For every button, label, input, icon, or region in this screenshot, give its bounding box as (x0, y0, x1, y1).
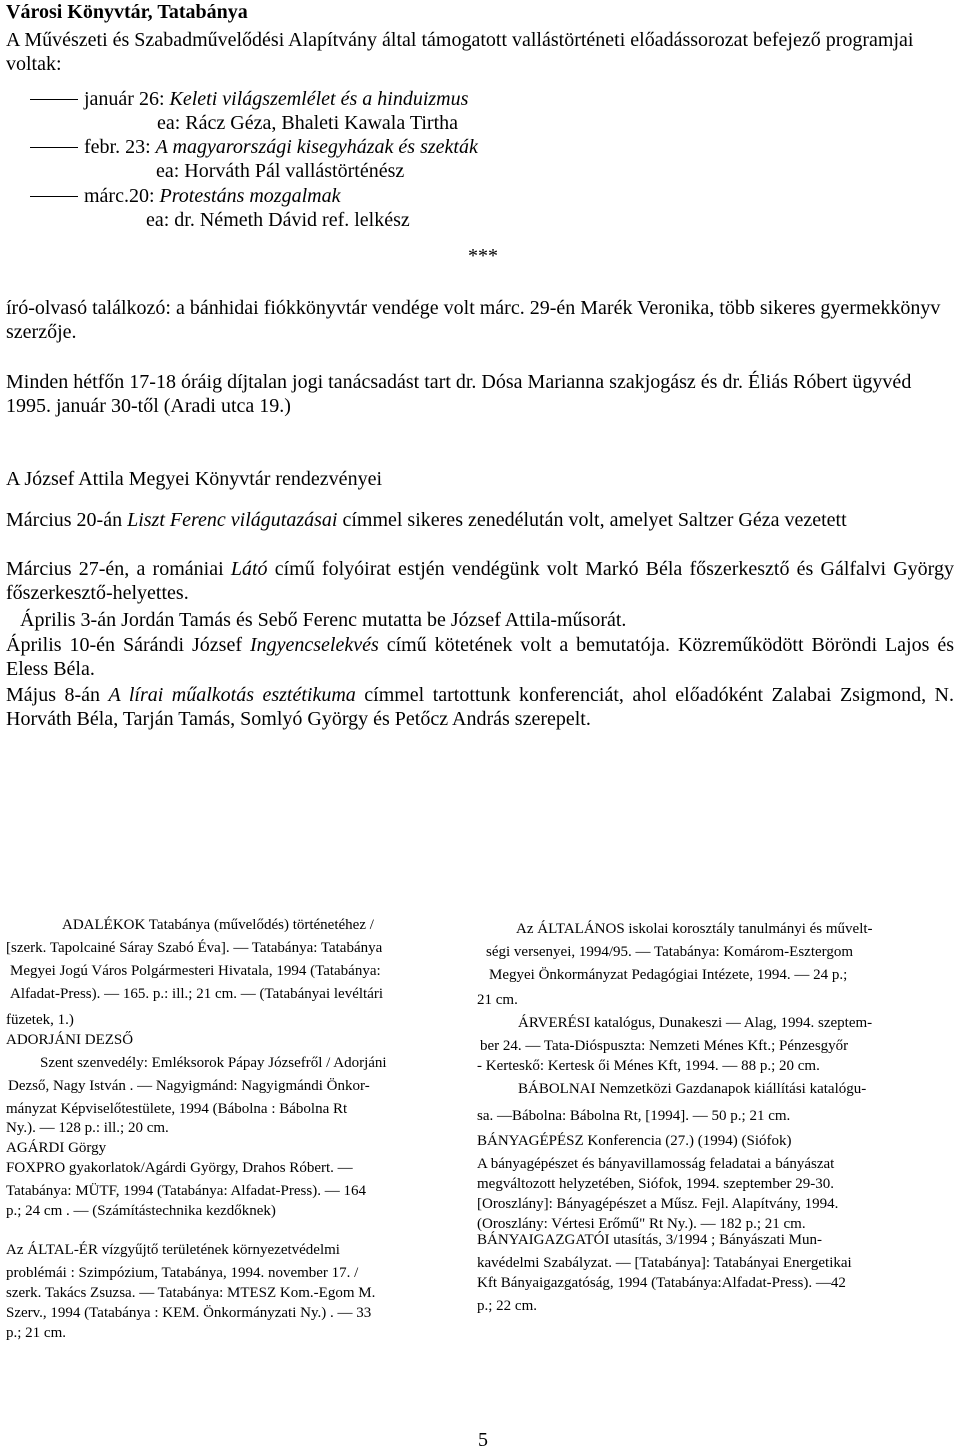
bib-line: A bányagépészet és bányavillamosság feladatai a bányászat (477, 1156, 835, 1172)
lecture-date: febr. 23: (84, 136, 156, 158)
bib-line: füzetek, 1.) (6, 1012, 74, 1028)
bib-line: Szent szenvedély: Emléksorok Pápay Józsefről / Adorjáni (40, 1055, 387, 1071)
bib-line: BÁNYAGÉPÉSZ Konferencia (27.) (1994) (Siófok) (477, 1133, 792, 1149)
bib-line: ségi versenyei, 1994/95. — Tatabánya: Komárom-Esztergom (486, 944, 854, 960)
event-title: Liszt Ferenc világutazásai (127, 509, 338, 531)
dash-rule (30, 147, 78, 148)
bib-line: BÁNYAIGAZGATÓI utasítás, 3/1994 ; Bányászati Mun- (477, 1232, 822, 1248)
bib-line: Dezső, Nagy István . — Nagyigmánd: Nagyigmándi Önkor- (8, 1078, 370, 1094)
bib-line: BÁBOLNAI Nemzetközi Gazdanapok kiállítási katalógu- (518, 1081, 867, 1097)
county-heading: A József Attila Megyei Könyvtár rendezvényei (6, 468, 382, 490)
lecture-item (30, 135, 478, 159)
meeting-paragraph: író-olvasó találkozó: a bánhidai fiókkönyvtár vendége volt márc. 29-én Marék Veronika, több sikeres gyermekkönyv szerzője. (6, 297, 941, 343)
event-text: címmel tartottunk konferenciát, ahol előadóként Zalabai Zsigmond, N. Horváth Béla, Tarján Tamás, Somlyó György és Petőcz András szerepelt. (6, 684, 954, 730)
bib-line: problémái : Szimpózium, Tatabánya, 1994. november 17. / (6, 1265, 359, 1281)
bib-line: Az ÁLTAL-ÉR vízgyűjtő területének környezetvédelmi (6, 1242, 340, 1258)
lecture-item (30, 184, 340, 208)
bib-line: ÁRVERÉSI katalógus, Dunakeszi — Alag, 1994. szeptem- (518, 1015, 873, 1031)
bib-line: [szerk. Tapolcainé Sáray Szabó Éva]. — Tatabánya: Tatabánya (6, 940, 383, 956)
bib-line: p.; 21 cm. (6, 1325, 66, 1341)
lecture-speaker: ea: Rácz Géza, Bhaleti Kawala Tirtha (157, 112, 458, 134)
section-separator: *** (468, 245, 498, 267)
event-title: Ingyencselekvés (249, 634, 379, 656)
bib-line: Az ÁLTALÁNOS iskolai korosztály tanulmányi és művelt- (516, 921, 873, 937)
event-title: Látó (230, 558, 268, 580)
page-title: Városi Könyvtár, Tatabánya (6, 1, 248, 23)
bib-line: Megyei Jogú Város Polgármesteri Hivatala, 1994 (Tatabánya: (10, 963, 381, 979)
bib-line: megváltozott helyzetében, Siófok, 1994. szeptember 29-30. (477, 1176, 834, 1192)
lecture-topic: Protestáns mozgalmak (159, 185, 341, 207)
bib-line: FOXPRO gyakorlatok/Agárdi György, Drahos Róbert. — (6, 1160, 353, 1176)
event-text: címmel sikeres zenedélután volt, amelyet Saltzer Géza vezetett (337, 509, 847, 531)
dash-rule (30, 99, 78, 100)
bib-line: AGÁRDI Görgy (6, 1140, 107, 1156)
bib-line: [Oroszlány]: Bányagépészet a Műsz. Fejl. Alapítvány, 1994. (477, 1196, 839, 1212)
legal-paragraph: Minden hétfőn 17-18 óráig díjtalan jogi tanácsadást tart dr. Dósa Marianna szakjogász és dr. Éliás Róbert ügyvéd 1995. január 30-től (Aradi utca 19.) (6, 371, 912, 417)
event-title: A lírai műalkotás esztétikuma (108, 684, 356, 706)
intro-paragraph: A Művészeti és Szabadművelődési Alapítvány által támogatott vallástörténeti előadássorozat befejező programjai voltak: (6, 29, 914, 75)
bib-line: mányzat Képviselőtestülete, 1994 (Bábolna : Bábolna Rt (6, 1101, 348, 1117)
event-text: Május 8-án (6, 684, 109, 706)
lecture-speaker: ea: dr. Németh Dávid ref. lelkész (146, 209, 410, 231)
bib-line: sa. —Bábolna: Bábolna Rt, [1994]. — 50 p.; 21 cm. (477, 1108, 791, 1124)
bib-line: Ny.). — 128 p.: ill.; 20 cm. (6, 1120, 169, 1136)
event-text: Április 10-én Sárándi József (6, 634, 250, 656)
county-event (6, 508, 954, 532)
county-event (6, 633, 954, 681)
dash-rule (30, 196, 78, 197)
bib-line: Kft Bányaigazgatóság, 1994 (Tatabánya:Alfadat-Press). —42 (477, 1275, 846, 1291)
bib-line: ber 24. — Tata-Dióspuszta: Nemzeti Ménes Kft.; Pénzesgyőr (480, 1038, 849, 1054)
bib-line: Alfadat-Press). — 165. p.: ill.; 21 cm. — (Tatabányai levéltári (10, 986, 384, 1002)
county-event: Április 3-án Jordán Tamás és Sebő Ferenc mutatta be József Attila-műsorát. (20, 609, 627, 631)
bib-line: 21 cm. (477, 992, 518, 1008)
bib-line: p.; 22 cm. (477, 1298, 537, 1314)
event-text: Március 20-án (6, 509, 128, 531)
page-number: 5 (478, 1429, 488, 1451)
bib-line: ADORJÁNI DEZSŐ (6, 1032, 134, 1048)
lecture-topic: Keleti világszemlélet és a hinduizmus (169, 88, 469, 110)
lecture-date: január 26: (84, 88, 170, 110)
lecture-item (30, 87, 468, 111)
bib-line: Tatabánya: MÜTF, 1994 (Tatabánya: Alfadat-Press). — 164 (6, 1183, 366, 1199)
event-text: című kötetének volt a bemutatója. Közreműködött Böröndi Lajos és Eless Béla. (6, 634, 954, 680)
lecture-speaker: ea: Horváth Pál vallástörténész (156, 160, 405, 182)
bib-line: szerk. Takács Zsuzsa. — Tatabánya: MTESZ Kom.-Egom M. (6, 1285, 376, 1301)
event-text: Március 27-én, a romániai (6, 558, 231, 580)
lecture-date: márc.20: (84, 185, 160, 207)
county-event (6, 683, 954, 731)
bib-line: kavédelmi Szabályzat. — [Tatabánya]: Tatabányai Energetikai (477, 1255, 852, 1271)
lecture-topic: A magyarországi kisegyházak és szekták (155, 136, 478, 158)
bib-line: Megyei Önkormányzat Pedagógiai Intézete, 1994. — 24 p.; (489, 967, 848, 983)
county-event (6, 557, 954, 605)
bib-line: Szerv., 1994 (Tatabánya : KEM. Önkormányzati Ny.) . — 33 (6, 1305, 372, 1321)
event-text: című folyóirat estjén vendégünk volt Markó Béla főszerkesztő és Gálfalvi György főszerkesztő-helyettes. (6, 558, 954, 604)
bib-line: p.; 24 cm . — (Számítástechnika kezdőknek) (6, 1203, 276, 1219)
bib-line: (Oroszlány: Vértesi Erőmű" Rt Ny.). — 182 p.; 21 cm. (477, 1216, 806, 1232)
bib-line: - Kerteskő: Kertesk ői Ménes Kft, 1994. — 88 p.; 20 cm. (477, 1058, 820, 1074)
bib-line: ADALÉKOK Tatabánya (művelődés) történetéhez / (62, 917, 374, 933)
